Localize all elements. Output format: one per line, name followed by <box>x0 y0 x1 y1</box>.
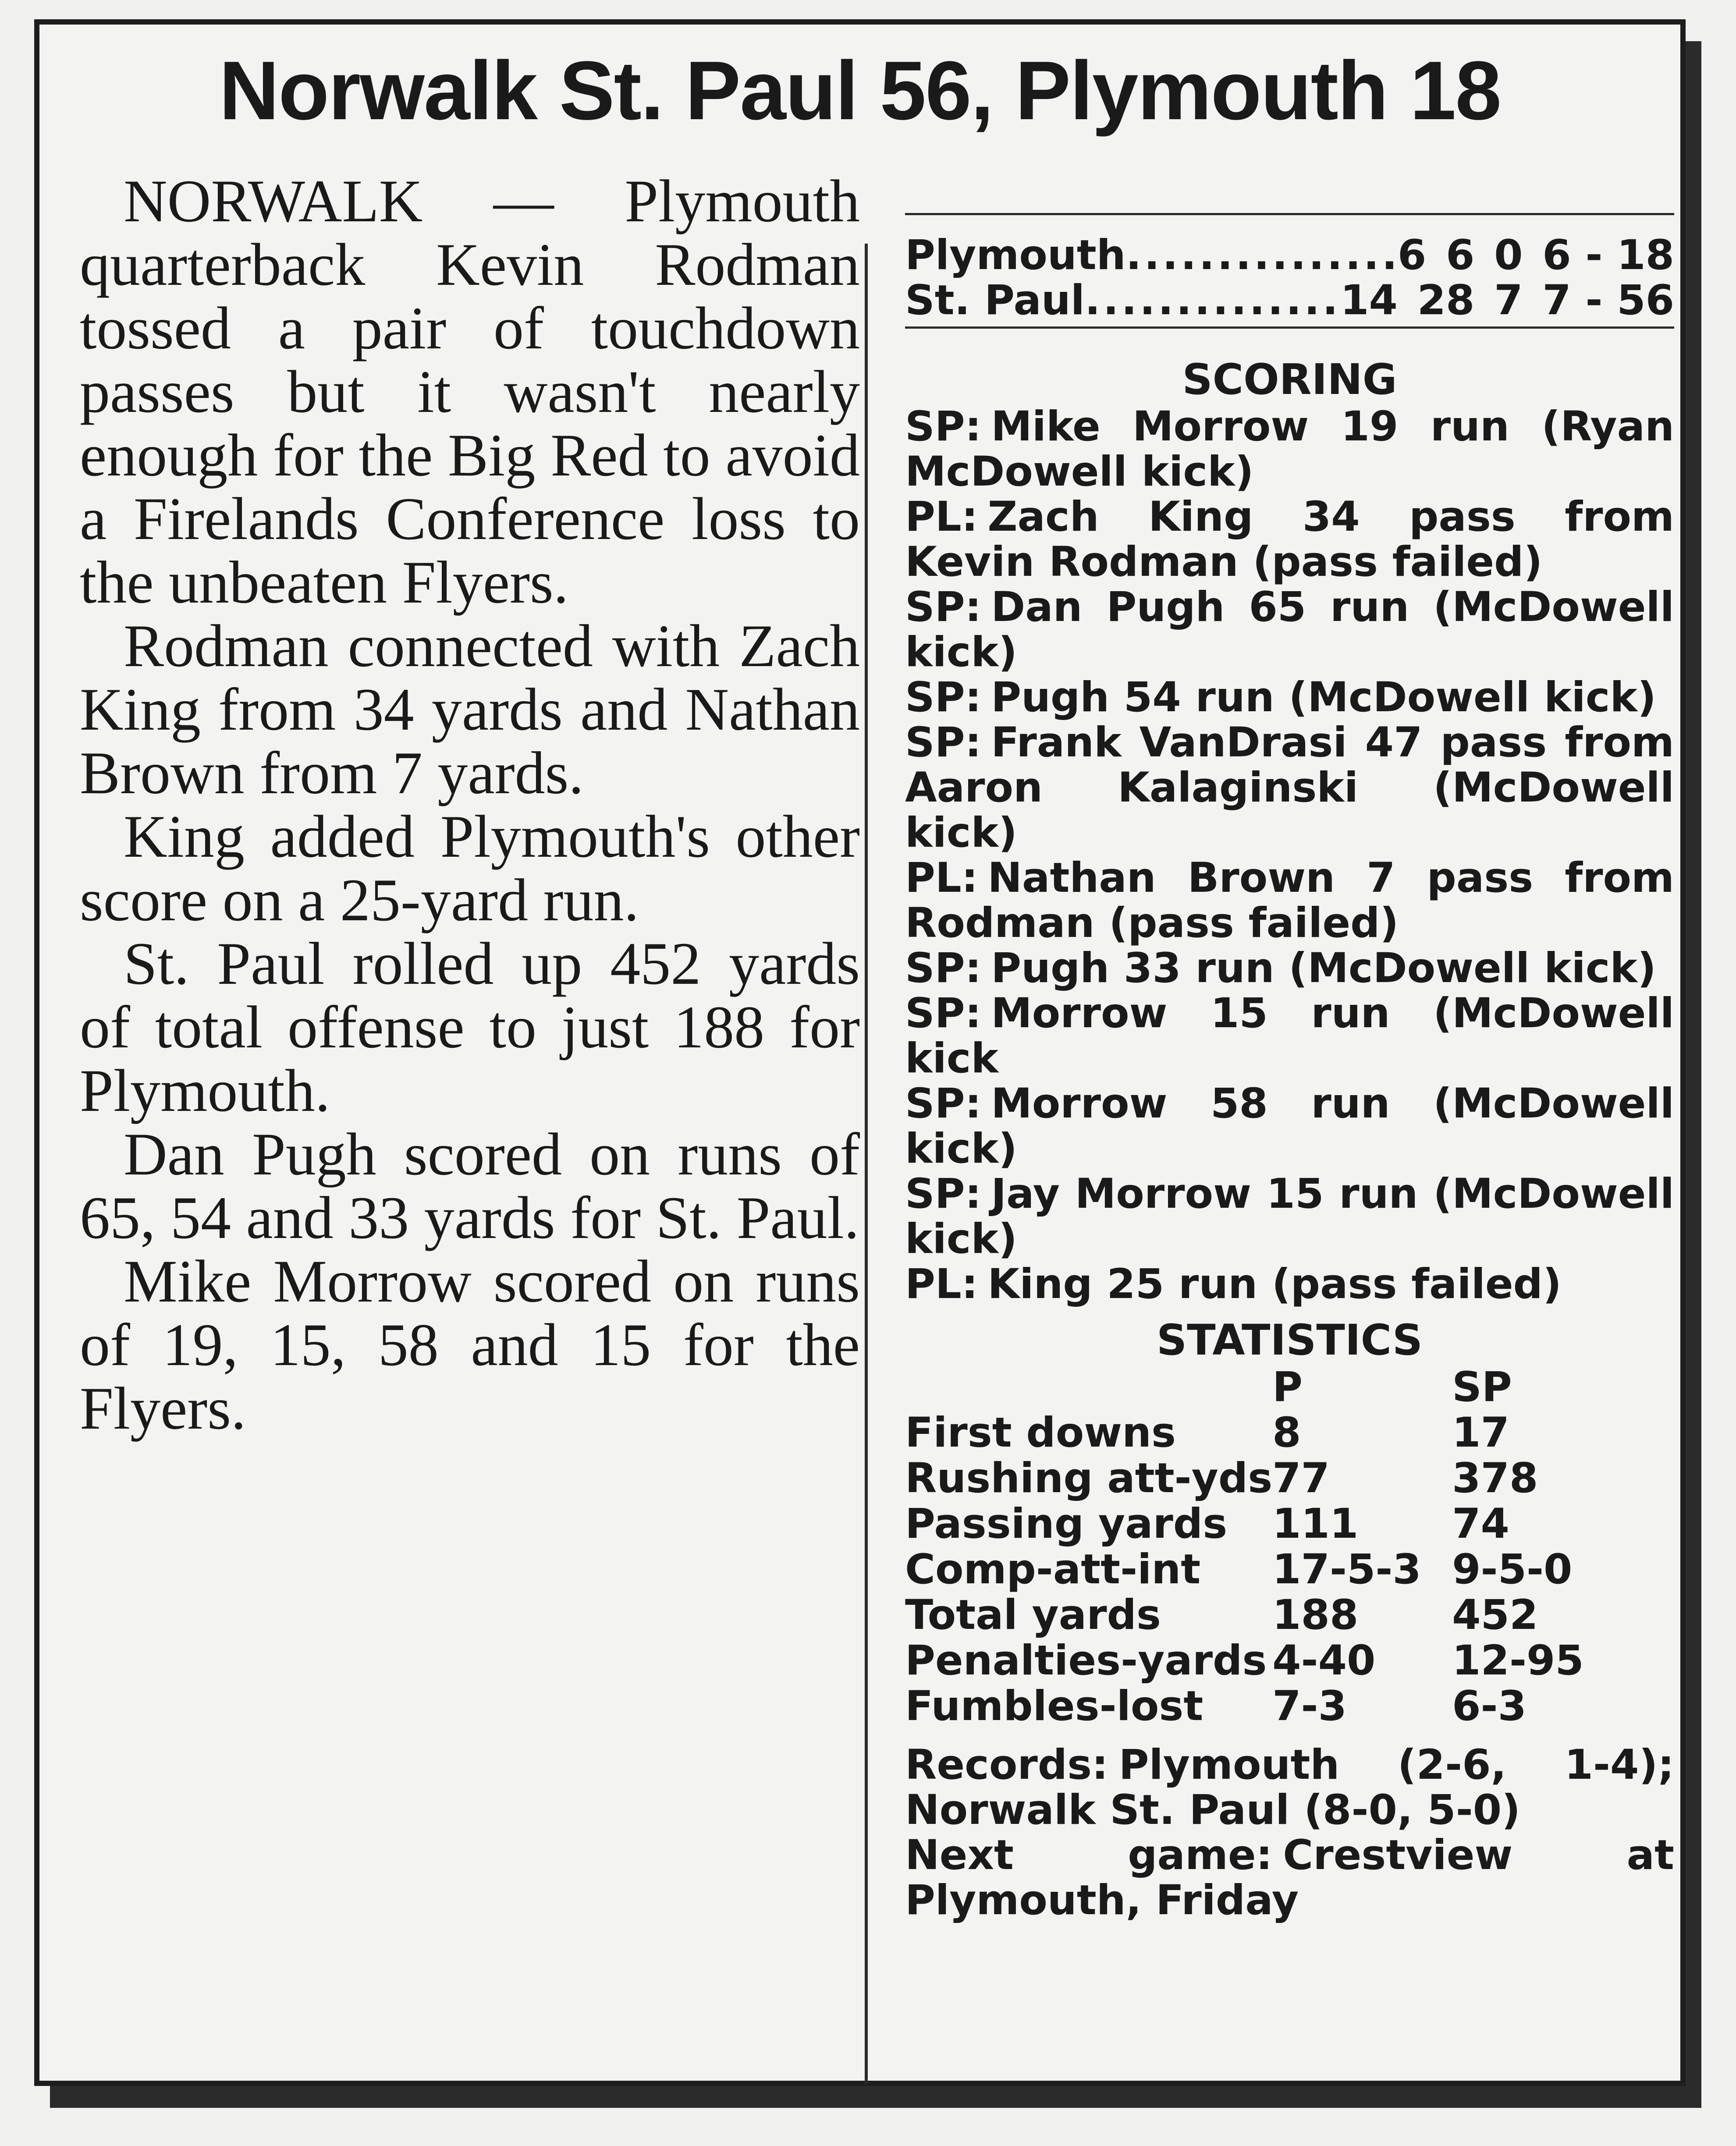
stat-label: Total yards <box>905 1591 1161 1639</box>
stats-row <box>905 1684 1674 1729</box>
statistics-title: STATISTICS <box>1157 1316 1423 1365</box>
scoring-play <box>905 720 1674 855</box>
article-box <box>34 19 1686 2086</box>
next-game-text: Crestview at Plymouth, Friday <box>905 1831 1674 1924</box>
team-code: PL: <box>905 1260 978 1308</box>
separator: - <box>1571 233 1617 278</box>
next-game-note <box>905 1833 1674 1923</box>
play-text: Nathan Brown 7 pass from Rodman (pass failed) <box>905 854 1674 947</box>
team-code: SP: <box>905 719 982 766</box>
team-code: SP: <box>905 583 982 631</box>
scoring-play <box>905 404 1674 494</box>
story-paragraph: St. Paul rolled up 452 yards of total offense to just 188 for Plymouth. <box>80 930 860 1124</box>
scoring-play <box>905 991 1674 1081</box>
play-text: Morrow 15 run (McDowell kick <box>905 990 1674 1082</box>
team-code: SP: <box>905 403 982 450</box>
statistics-table <box>905 1365 1674 1729</box>
stats-row <box>905 1410 1674 1456</box>
records-note <box>905 1742 1674 1833</box>
scoring-play <box>905 855 1674 946</box>
team-name: Plymouth <box>905 233 1126 278</box>
play-text: Pugh 33 run (McDowell kick) <box>991 944 1656 992</box>
stat-label: Rushing att-yds <box>905 1454 1273 1502</box>
stats-header: SP <box>1452 1363 1512 1411</box>
scoring-play <box>905 675 1674 720</box>
team-code: PL: <box>905 493 978 541</box>
stat-value-sp: 12-95 <box>1452 1637 1584 1685</box>
story-paragraph: King added Plymouth's other score on a 25-yard run. <box>80 803 860 933</box>
quarter-scores: 14 28 7 7 <box>1340 278 1571 323</box>
stat-value-sp: 378 <box>1452 1454 1538 1502</box>
stat-value-p: 188 <box>1272 1591 1359 1639</box>
stat-label: Penalties-yards <box>905 1637 1267 1685</box>
headline: Norwalk St. Paul 56, Plymouth 18 <box>219 44 1501 137</box>
next-game-label: Next game: <box>905 1831 1273 1879</box>
stat-value-sp: 452 <box>1452 1591 1538 1639</box>
play-text: Mike Morrow 19 run (Ryan McDowell kick) <box>905 403 1674 496</box>
scoring-title: SCORING <box>1182 355 1397 404</box>
team-code: SP: <box>905 674 982 721</box>
stat-value-p: 7-3 <box>1272 1682 1347 1730</box>
stats-row <box>905 1547 1674 1593</box>
stats-header-row <box>905 1365 1674 1410</box>
stats-row <box>905 1456 1674 1501</box>
team-code: PL: <box>905 854 978 902</box>
stat-value-p: 111 <box>1272 1500 1359 1548</box>
team-code: SP: <box>905 990 982 1037</box>
play-text: Frank VanDrasi 47 pass from Aaron Kalaginski (McDowell kick) <box>905 719 1674 857</box>
stat-label: Fumbles-lost <box>905 1682 1203 1730</box>
separator: - <box>1571 278 1617 323</box>
box-score <box>905 213 1674 1923</box>
team-code: SP: <box>905 1080 982 1128</box>
scoring-play <box>905 1262 1674 1307</box>
leader-dots <box>1085 278 1340 323</box>
scoring-play <box>905 494 1674 585</box>
stat-value-sp: 6-3 <box>1452 1682 1527 1730</box>
story-column <box>80 169 860 1440</box>
stats-header <box>905 1365 1272 1410</box>
stat-value-sp: 17 <box>1452 1409 1509 1457</box>
team-code: SP: <box>905 1170 982 1218</box>
stat-label: Comp-att-int <box>905 1546 1201 1593</box>
scoring-play <box>905 1171 1674 1262</box>
column-divider <box>865 244 868 2084</box>
leader-dots <box>1126 233 1398 278</box>
stat-label: Passing yards <box>905 1500 1228 1548</box>
final-score: 56 <box>1617 278 1674 323</box>
story-paragraph: Rodman connected with Zach King from 34 yards and Nathan Brown from 7 yards. <box>80 612 860 806</box>
stat-value-p: 77 <box>1272 1454 1330 1502</box>
line-score-rule <box>905 326 1674 329</box>
scoring-list <box>905 404 1674 1307</box>
stats-row <box>905 1501 1674 1547</box>
story-paragraph: NORWALK — Plymouth quarterback Kevin Rodman tossed a pair of touchdown passes but it wasn't nearly enough for the Big Red to avoid a Firelands Conference loss to the unbeaten Flyers. <box>80 167 860 616</box>
story-paragraph: Mike Morrow scored on runs of 19, 15, 58 and 15 for the Flyers. <box>80 1248 860 1442</box>
team-code: SP: <box>905 944 982 992</box>
records-label: Records: <box>905 1741 1108 1789</box>
line-score-st-paul <box>905 278 1674 323</box>
play-text: Jay Morrow 15 run (McDowell kick) <box>905 1170 1674 1263</box>
stat-value-sp: 9-5-0 <box>1452 1546 1573 1593</box>
stat-value-p: 8 <box>1272 1409 1301 1457</box>
final-score: 18 <box>1617 233 1674 278</box>
scoring-play <box>905 585 1674 675</box>
stat-label: First downs <box>905 1409 1176 1457</box>
play-text: King 25 run (pass failed) <box>987 1260 1562 1308</box>
records-text: Plymouth (2-6, 1-4); Norwalk St. Paul (8-0, 5-0) <box>905 1741 1674 1834</box>
scoring-play <box>905 1081 1674 1171</box>
play-text: Morrow 58 run (McDowell kick) <box>905 1080 1674 1173</box>
stats-row <box>905 1593 1674 1638</box>
scoring-play <box>905 946 1674 991</box>
stat-value-sp: 74 <box>1452 1500 1509 1548</box>
story-paragraph: Dan Pugh scored on runs of 65, 54 and 33 yards for St. Paul. <box>80 1121 860 1251</box>
line-score-plymouth <box>905 233 1674 278</box>
team-name: St. Paul <box>905 278 1085 323</box>
stat-value-p: 17-5-3 <box>1272 1546 1421 1593</box>
play-text: Pugh 54 run (McDowell kick) <box>991 674 1656 721</box>
stats-header: P <box>1272 1363 1303 1411</box>
quarter-scores: 6 6 0 6 <box>1397 233 1571 278</box>
stat-value-p: 4-40 <box>1272 1637 1376 1685</box>
play-text: Dan Pugh 65 run (McDowell kick) <box>905 583 1674 676</box>
play-text: Zach King 34 pass from Kevin Rodman (pass failed) <box>905 493 1674 586</box>
stats-row <box>905 1638 1674 1684</box>
